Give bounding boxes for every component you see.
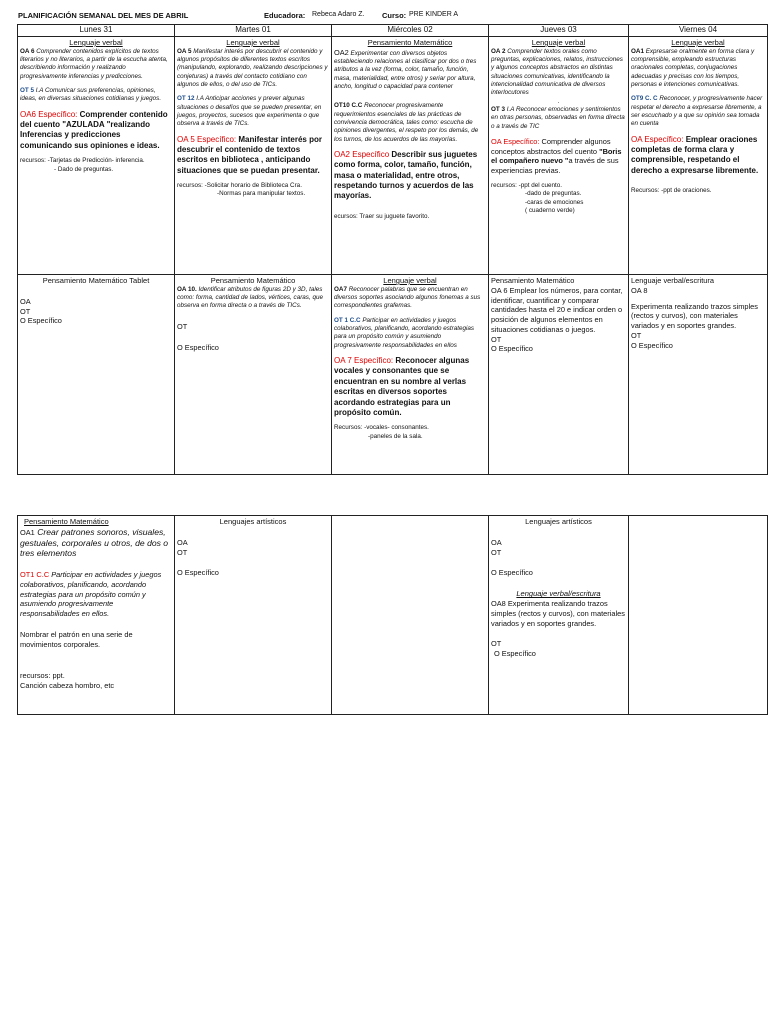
day-header: Viernes 04 bbox=[629, 25, 768, 37]
specific-text: Comprender contenido del cuento "AZULADA "realizando Inferencias y predicciones comunicando sus opiniones e ideas. bbox=[20, 109, 168, 150]
ot-text: OT bbox=[177, 321, 188, 331]
oa-text: Expresarse oralmente en forma clara y comprensible, empleando estructuras oracionales completas, conjugaciones adecuadas y precisas con los tiempos, personas e intenciones comunicativas. bbox=[631, 47, 755, 89]
resources-line: -paneles de la sala. bbox=[368, 432, 423, 440]
specific-text: Nombrar el patrón en una serie de movimientos corporales. bbox=[20, 629, 133, 649]
specific-text: O Específico bbox=[491, 568, 533, 578]
resources-line: ( cuaderno verde) bbox=[525, 206, 575, 214]
oa-label: OA7 bbox=[334, 285, 347, 293]
plan-row-1 bbox=[18, 37, 768, 275]
specific-label: OA2 Específico bbox=[334, 149, 390, 159]
oa-text: OA 6 Emplear los números, para contar, identificar, cuantificar y comparar cantidades hasta el 20 e indicar orden o posición de algunos elementos en situaciones cotidianas o juegos. bbox=[491, 285, 623, 334]
specific-label: OA Específico: bbox=[631, 134, 684, 144]
subject-title: Lenguaje verbal/escritura bbox=[516, 589, 601, 599]
ot-text: I.A Comunicar sus preferencias, opiniones, ideas, en diversas situaciones cotidianas y juegos. bbox=[20, 87, 162, 103]
ot-label: OT9 C. C bbox=[631, 95, 658, 103]
subject-title: Pensamiento Matemático bbox=[491, 276, 575, 285]
oa-description: Experimenta realizando trazos simples (rectos y curvos), con materiales variados y en soportes grandes. bbox=[631, 301, 758, 331]
ot-text: Participar en actividades y juegos colaborativos, planificando, acordando estrategias para un propósito común y asumiendo progresivamente responsabilidades en ellos. bbox=[20, 570, 162, 619]
cell-martes-3 bbox=[175, 516, 332, 715]
specific-text: O Específico bbox=[177, 342, 219, 352]
oa-text: Reconocer palabras que se encuentran en diversos soportes asociando algunos fonemas a sus correspondientes grafemas. bbox=[334, 285, 481, 310]
cell-jueves-1 bbox=[489, 37, 629, 275]
oa-text: Comprender textos orales como preguntas, explicaciones, relatos, instrucciones y algunos conceptos abstractos en distintas situaciones comunicativas, identificando la intencionalidad comunicativa de diversos interlocutores bbox=[491, 47, 623, 97]
subject-title: Lenguaje verbal bbox=[226, 38, 280, 47]
ot-label: OT 5 bbox=[20, 87, 34, 95]
resources-line: - Dado de preguntas. bbox=[54, 165, 114, 173]
oa-label: OA1 bbox=[631, 47, 644, 55]
specific-label: OA 7 Específico: bbox=[334, 355, 394, 365]
specific-text: O Específico bbox=[20, 316, 62, 326]
cell-lunes-3 bbox=[18, 516, 175, 715]
oa-label: OA2 bbox=[334, 47, 349, 57]
resources-line: recursos: -Tarjetas de Predicción- inferencia. bbox=[20, 157, 145, 165]
ot-text: OT bbox=[491, 334, 502, 344]
subject-title: Lenguajes artísticos bbox=[219, 517, 287, 526]
ot-text: OT bbox=[491, 639, 502, 649]
subject-title: Pensamiento Matemático Tablet bbox=[42, 276, 150, 285]
curso-label: Curso: bbox=[382, 11, 407, 20]
oa-text: Comprender contenidos explícitos de textos literarios y no literarios, a partir de la escucha atenta, describiendo información y realizando progresivamente inferencias y predicciones. bbox=[20, 47, 168, 80]
cell-miercoles-2 bbox=[332, 275, 489, 475]
subject-title: Lenguaje verbal bbox=[671, 38, 725, 47]
oa-label: OA 5 bbox=[177, 47, 192, 55]
subject-title: Pensamiento Matemático bbox=[210, 276, 296, 285]
ot-text: I.A Reconocer emociones y sentimientos en otras personas, observadas en forma directa o a través de TIC bbox=[491, 105, 625, 130]
subject-title: Pensamiento Matemático bbox=[367, 38, 453, 47]
resources-line: -Normas para manipular textos. bbox=[217, 190, 306, 198]
weekly-plan-table bbox=[17, 24, 768, 475]
subject-title: Lenguaje verbal/escritura bbox=[631, 276, 714, 285]
ot-text: Reconocer progresivamente requerimientos esenciales de las prácticas de convivencia democrática, tales como: escucha de opiniones divergentes, el respeto por los demás, de los turnos, de los acuerdos de las mayorías. bbox=[334, 102, 479, 143]
oa-text: OA bbox=[491, 537, 502, 547]
specific-text: O Específico bbox=[631, 340, 673, 350]
specific-text: Manifestar interés por descubrir el contenido de textos escritos en biblioteca , anticipando situaciones que se puedan presentar. bbox=[177, 134, 322, 175]
cell-martes-1 bbox=[175, 37, 332, 275]
specific-text: Describir sus juguetes como forma, color, tamaño, función, masa o materialidad, entre otros, respetando turnos y acuerdos de las mayorías. bbox=[334, 149, 478, 201]
specific-text: O Específico bbox=[177, 568, 219, 578]
cell-jueves-3 bbox=[489, 516, 629, 715]
ot-text: OT bbox=[631, 330, 642, 340]
oa-text: Experimentar con diversos objetos estableciendo relaciones al clasificar por dos o tres atributos a la vez (forma, color, tamaño, función, masa, materialidad, entre otros) y seriar por altura, ancho, longitud o capacidad para contener bbox=[334, 49, 477, 91]
ot-text: OT bbox=[177, 547, 188, 557]
specific-text: a través de sus experiencias previas. bbox=[491, 156, 619, 176]
specific-label: OA Específico: bbox=[491, 136, 540, 146]
specific-text: Comprender algunos conceptos abstractos del cuento bbox=[491, 136, 611, 156]
oa-text: OA bbox=[177, 537, 188, 547]
resources-line: recursos: ppt. bbox=[20, 671, 65, 681]
days-header-row bbox=[18, 25, 768, 37]
ot-text: OT bbox=[491, 547, 502, 557]
subject-title: Lenguaje verbal bbox=[383, 276, 437, 285]
ot-text: Participar en actividades y juegos colaborativos, planificando, acordando estrategias para un propósito común y asumiendo progresivamente responsabilidades en ellos bbox=[334, 316, 475, 349]
separator-dot: . bbox=[557, 97, 560, 105]
day-header: Miércoles 02 bbox=[332, 25, 489, 37]
ot-label: OT 3 bbox=[491, 105, 505, 113]
resources-line: -caras de emociones bbox=[525, 198, 584, 206]
oa-text: OA bbox=[20, 296, 31, 306]
resources-line: Canción cabeza hombro, etc bbox=[20, 681, 115, 691]
oa-label: OA 10. bbox=[177, 285, 197, 293]
cell-lunes-1 bbox=[18, 37, 175, 275]
oa-description: OA8 Experimenta realizando trazos simples (rectos y curvos), con materiales variados y en soportes grandes. bbox=[491, 599, 625, 628]
cell-miercoles-3 bbox=[332, 516, 489, 715]
oa-label: OA 6 bbox=[20, 47, 35, 55]
document-title: PLANIFICACIÓN SEMANAL DEL MES DE ABRIL bbox=[18, 11, 189, 20]
oa-text: OA 8 bbox=[631, 285, 648, 295]
oa-text: Manifestar interés por descubrir el contenido y algunos propósitos de diferentes textos escritos (manipulando, explorando, realizando descripciones y conjeturas) a través del contacto cotidiano con algunos de ellos, o del uso de TICs. bbox=[177, 47, 328, 89]
day-header: Lunes 31 bbox=[18, 25, 175, 37]
document-header bbox=[18, 11, 768, 23]
specific-label: OA6 Específico: bbox=[20, 109, 78, 119]
oa-label: OA1 bbox=[20, 527, 35, 537]
specific-text: Reconocer algunas vocales y consonantes que se encuentran en su nombre al verlas escritas en diversos soportes acordando estrategias para un propósito común. bbox=[334, 355, 470, 417]
cell-lunes-2 bbox=[18, 275, 175, 475]
weekly-plan-table-continued bbox=[17, 515, 768, 715]
resources-line: Recursos: -ppt de oraciones. bbox=[631, 187, 712, 195]
subject-title: Lenguaje verbal bbox=[69, 38, 123, 47]
day-header: Martes 01 bbox=[175, 25, 332, 37]
ot-text: OT bbox=[20, 306, 31, 316]
educadora-value: Rebeca Adaro Z. bbox=[312, 11, 365, 18]
cell-viernes-2 bbox=[629, 275, 768, 475]
resources-line: recursos: -Solicitar horario de Biblioteca Cra. bbox=[177, 182, 302, 190]
specific-text: O Específico bbox=[494, 649, 536, 659]
specific-label: OA 5 Específico: bbox=[177, 134, 237, 144]
ot-label: OT 1 C.C bbox=[334, 316, 361, 324]
ot-label: OT 12 bbox=[177, 95, 195, 103]
cell-jueves-2 bbox=[489, 275, 629, 475]
cell-viernes-3 bbox=[629, 516, 768, 715]
resources-line: ecursos: Traer su juguete favorito. bbox=[334, 212, 430, 220]
plan-row-3 bbox=[18, 516, 768, 715]
resources-line: recursos: -ppt del cuento. bbox=[491, 181, 563, 189]
plan-row-2 bbox=[18, 275, 768, 475]
specific-text: Emplear oraciones completas de forma clara y comprensible, respetando el derecho a expresarse libremente. bbox=[631, 134, 759, 175]
ot-text: I.A Anticipar acciones y prever algunas situaciones o desafíos que se pueden presentar, en juegos, proyectos, sucesos que experimenta o que observa a través de TICs. bbox=[177, 95, 322, 128]
oa-text: Identificar atributos de figuras 2D y 3D, tales como: forma, cantidad de lados, vértices, caras, que observa en forma directa o a través de TICs. bbox=[177, 285, 323, 310]
day-header: Jueves 03 bbox=[489, 25, 629, 37]
cell-miercoles-1 bbox=[332, 37, 489, 275]
cell-martes-2 bbox=[175, 275, 332, 475]
subject-title: Lenguajes artísticos bbox=[525, 517, 592, 526]
subject-title: Pensamiento Matemático bbox=[24, 517, 109, 526]
ot-label: OT1 C.C bbox=[20, 570, 50, 580]
ot-text: Reconocer, y progresivamente hacer respetar el derecho a expresarse libremente, a ser escuchado y a que su opinión sea tomada en cuenta bbox=[631, 95, 763, 128]
oa-text: Crear patrones sonoros, visuales, gestuales, corporales u otros, de dos o tres elementos bbox=[20, 526, 169, 559]
cell-viernes-1 bbox=[629, 37, 768, 275]
oa-label: OA 2 bbox=[491, 47, 506, 55]
specific-text: "Boris el compañero nuevo " bbox=[491, 146, 622, 166]
subject-title: Lenguaje verbal bbox=[531, 38, 586, 47]
ot-label: OT10 C.C bbox=[334, 102, 363, 110]
resources-line: -dado de preguntas. bbox=[525, 190, 582, 198]
curso-value: PRE KINDER A bbox=[409, 11, 459, 18]
resources-line: Recursos: -vocales- consonantes. bbox=[334, 424, 429, 432]
educadora-label: Educadora: bbox=[264, 11, 306, 20]
specific-text: O Específico bbox=[491, 344, 533, 354]
